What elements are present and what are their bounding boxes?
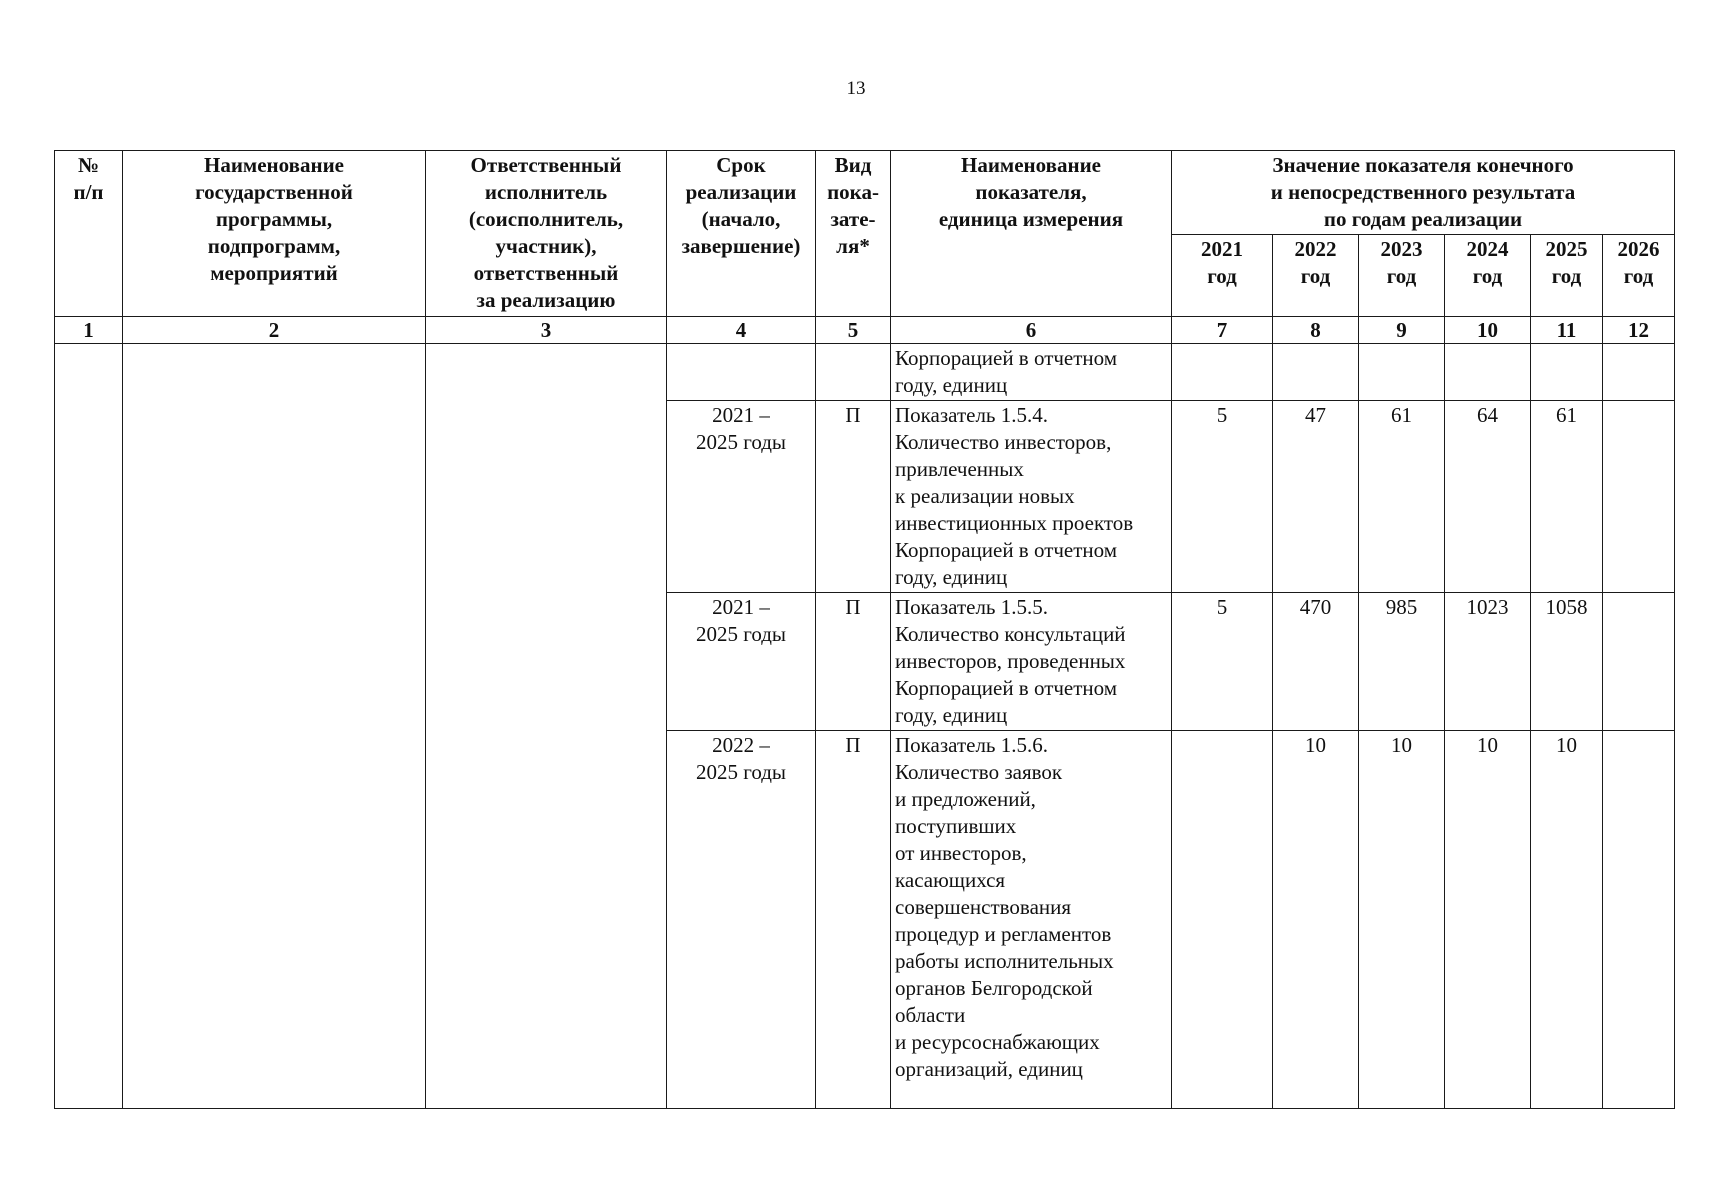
cell-indicator-type xyxy=(816,344,891,401)
cell-value-2024: 1023 xyxy=(1445,593,1531,731)
cell-program-merged xyxy=(123,344,426,1109)
cell-value-2022: 470 xyxy=(1273,593,1359,731)
cell-value-2024: 10 xyxy=(1445,731,1531,1109)
column-number: 10 xyxy=(1445,317,1531,344)
header-year-2025: 2025 год xyxy=(1531,235,1603,317)
cell-period: 2021 – 2025 годы xyxy=(667,593,816,731)
cell-value-2026 xyxy=(1603,344,1675,401)
column-number: 6 xyxy=(891,317,1172,344)
cell-indicator-type: П xyxy=(816,593,891,731)
cell-value-2022 xyxy=(1273,344,1359,401)
header-indicator-name: Наименование показателя, единица измерения xyxy=(891,151,1172,317)
table-header xyxy=(55,151,1675,344)
column-numbers-row xyxy=(55,317,1675,344)
cell-value-2025: 10 xyxy=(1531,731,1603,1109)
cell-value-2022: 10 xyxy=(1273,731,1359,1109)
cell-value-2023 xyxy=(1359,344,1445,401)
cell-value-2023: 985 xyxy=(1359,593,1445,731)
column-number: 12 xyxy=(1603,317,1675,344)
cell-value-2021 xyxy=(1172,344,1273,401)
column-number: 5 xyxy=(816,317,891,344)
cell-value-2026 xyxy=(1603,731,1675,1109)
header-year-2026: 2026 год xyxy=(1603,235,1675,317)
cell-number-merged xyxy=(55,344,123,1109)
cell-value-2025: 61 xyxy=(1531,401,1603,593)
column-number: 8 xyxy=(1273,317,1359,344)
indicators-table xyxy=(54,150,1675,1109)
header-number: № п/п xyxy=(55,151,123,317)
header-values-group: Значение показателя конечного и непосредственного результата по годам реализации xyxy=(1172,151,1675,235)
cell-indicator-type: П xyxy=(816,731,891,1109)
cell-value-2021 xyxy=(1172,731,1273,1109)
header-executor: Ответственный исполнитель (соисполнитель, участник), ответственный за реализацию xyxy=(426,151,667,317)
cell-value-2024: 64 xyxy=(1445,401,1531,593)
column-number: 2 xyxy=(123,317,426,344)
column-number: 4 xyxy=(667,317,816,344)
cell-indicator-name: Показатель 1.5.4. Количество инвесторов, привлеченных к реализации новых инвестиционных проектов Корпорацией в отчетном году, единиц xyxy=(891,401,1172,593)
page-number: 13 xyxy=(846,78,866,99)
header-program-name: Наименование государственной программы, подпрограмм, мероприятий xyxy=(123,151,426,317)
cell-value-2025: 1058 xyxy=(1531,593,1603,731)
cell-value-2026 xyxy=(1603,401,1675,593)
cell-value-2024 xyxy=(1445,344,1531,401)
header-year-2022: 2022 год xyxy=(1273,235,1359,317)
cell-indicator-name: Корпорацией в отчетном году, единиц xyxy=(891,344,1172,401)
cell-value-2021: 5 xyxy=(1172,593,1273,731)
cell-value-2026 xyxy=(1603,593,1675,731)
header-year-2021: 2021 год xyxy=(1172,235,1273,317)
cell-value-2022: 47 xyxy=(1273,401,1359,593)
header-indicator-type: Вид пока- зате- ля* xyxy=(816,151,891,317)
cell-period xyxy=(667,344,816,401)
column-number: 1 xyxy=(55,317,123,344)
cell-period: 2022 – 2025 годы xyxy=(667,731,816,1109)
cell-value-2021: 5 xyxy=(1172,401,1273,593)
table-row xyxy=(55,344,1675,401)
cell-value-2023: 10 xyxy=(1359,731,1445,1109)
header-period: Срок реализации (начало, завершение) xyxy=(667,151,816,317)
cell-value-2023: 61 xyxy=(1359,401,1445,593)
cell-indicator-name: Показатель 1.5.6. Количество заявок и предложений, поступивших от инвесторов, касающихся совершенствования процедур и регламентов работы исполнительных органов Белгородской области и ресурсоснабжающих организаций, единиц xyxy=(891,731,1172,1109)
column-number: 11 xyxy=(1531,317,1603,344)
cell-period: 2021 – 2025 годы xyxy=(667,401,816,593)
cell-indicator-type: П xyxy=(816,401,891,593)
column-number: 3 xyxy=(426,317,667,344)
column-number: 9 xyxy=(1359,317,1445,344)
cell-value-2025 xyxy=(1531,344,1603,401)
header-year-2023: 2023 год xyxy=(1359,235,1445,317)
cell-indicator-name: Показатель 1.5.5. Количество консультаций инвесторов, проведенных Корпорацией в отчетном году, единиц xyxy=(891,593,1172,731)
column-number: 7 xyxy=(1172,317,1273,344)
table-body xyxy=(55,344,1675,1109)
header-year-2024: 2024 год xyxy=(1445,235,1531,317)
cell-executor-merged xyxy=(426,344,667,1109)
